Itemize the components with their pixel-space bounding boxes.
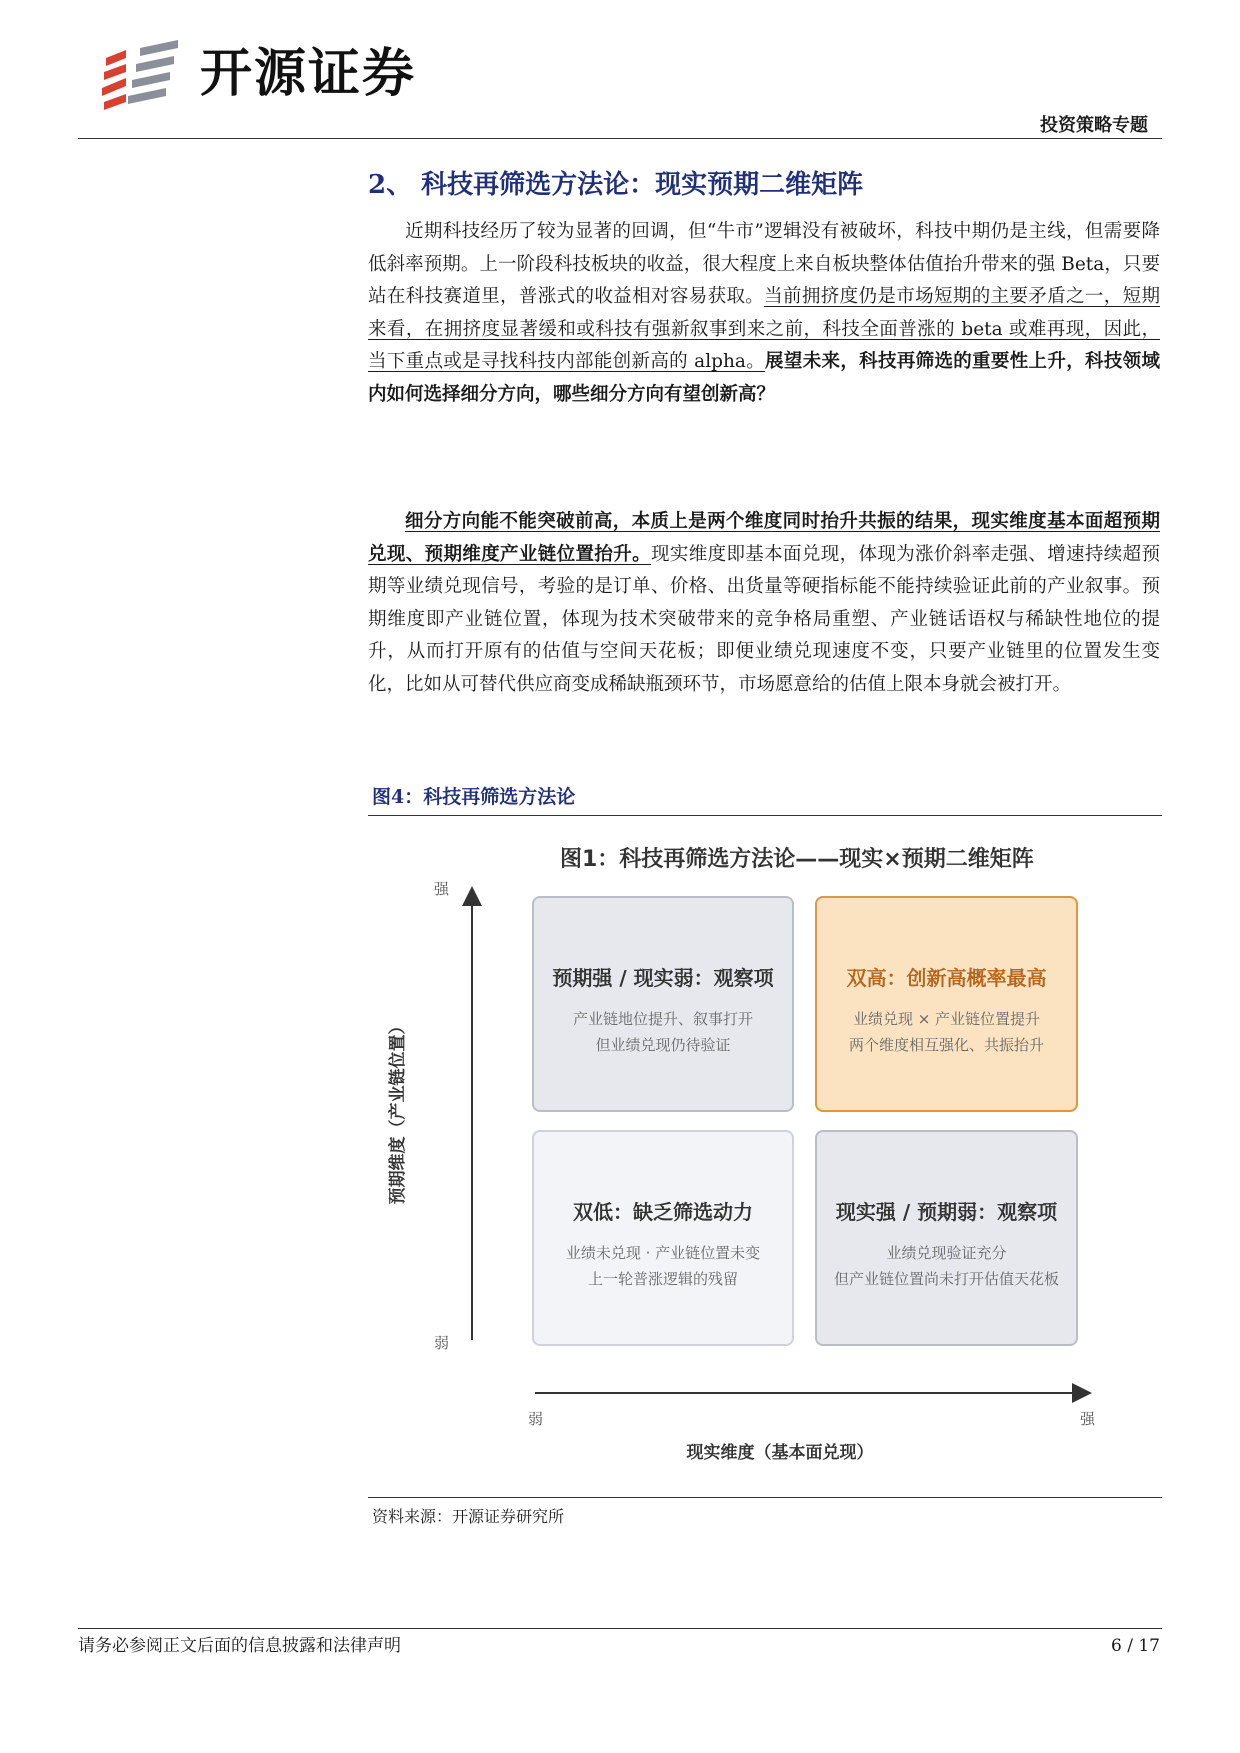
quadrant-desc <box>534 1240 792 1292</box>
page-number: 6 / 17 <box>1111 1636 1160 1656</box>
x-axis-high: 强 <box>1080 1410 1096 1428</box>
chart-title: 图1：科技再筛选方法论——现实×预期二维矩阵 <box>560 847 1034 872</box>
quadrant-title: 双高：创新高概率最高 <box>846 966 1047 990</box>
quadrant-top-right <box>815 896 1078 1112</box>
footer-divider <box>78 1628 1162 1629</box>
figure-source: 资料来源：开源证券研究所 <box>372 1507 565 1526</box>
quadrant-bottom-left <box>532 1130 794 1346</box>
paragraph-2-text: 现实维度即基本面兑现，体现为涨价斜率走强、增速持续超预期等业绩兑现信号，考验的是订单、价格、出货量等硬指标能不能持续验证此前的产业叙事。预期维度即产业链位置，体现为技术突破带来的竞争格局重塑、产业链话语权与稀缺性地位的提升，从而打开原有的估值与空间天花板；即便业绩兑现速度不变，只要产业链里的位置发生变化，比如从可替代供应商变成稀缺瓶颈环节，市场愿意给的估值上限本身就会被打开。 <box>368 543 1160 695</box>
paragraph-1-underlined: 当前拥挤度仍是市场短期的主要矛盾之一，短期来看，在拥挤度显著缓和或科技有强新叙事到来之前，科技全面普涨的 beta 或难再现，因此，当下重点或是寻找科技内部能创新高的 alpha。 <box>368 286 1160 372</box>
quadrant-desc-line: 两个维度相互强化、共振抬升 <box>848 1036 1044 1054</box>
quadrant-desc <box>534 1006 792 1058</box>
y-axis-low: 弱 <box>434 1334 450 1352</box>
quadrant-title: 双低：缺乏筛选动力 <box>573 1200 753 1224</box>
paragraph-1-bold: 展望未来，科技再筛选的重要性上升，科技领域内如何选择细分方向，哪些细分方向有望创新高？ <box>368 351 1160 405</box>
quadrant-desc-line: 业绩兑现 × 产业链位置提升 <box>852 1010 1041 1028</box>
figure-top-rule <box>368 815 1162 816</box>
footer-disclaimer: 请务必参阅正文后面的信息披露和法律声明 <box>78 1636 401 1656</box>
brand-logo-icon <box>100 38 200 110</box>
quadrant-bottom-right <box>815 1130 1078 1346</box>
quadrant-top-left <box>532 896 794 1112</box>
quadrant-title: 预期强 / 现实弱：观察项 <box>552 966 774 990</box>
x-axis-low: 弱 <box>528 1410 544 1428</box>
x-axis-label: 现实维度（基本面兑现） <box>686 1443 874 1463</box>
paragraph-2 <box>368 506 1160 701</box>
quadrant-desc-line: 上一轮普涨逻辑的残留 <box>587 1270 738 1288</box>
quadrant-desc-line: 业绩兑现验证充分 <box>886 1244 1007 1262</box>
paragraph-1-text: 近期科技经历了较为显著的回调，但“牛市”逻辑没有被破坏，科技中期仍是主线，但需要降低斜率预期。上一阶段科技板块的收益，很大程度上来自板块整体估值抬升带来的强 Beta，只要站在科技赛道里，普涨式的收益相对容易获取。 <box>368 221 1160 307</box>
report-type: 投资策略专题 <box>1040 115 1148 136</box>
quadrant-desc <box>817 1006 1076 1058</box>
paragraph-2-bold-underlined: 细分方向能不能突破前高，本质上是两个维度同时抬升共振的结果，现实维度基本面超预期兑现、预期维度产业链位置抬升。 <box>368 511 1160 565</box>
quadrant-title: 现实强 / 预期弱：观察项 <box>835 1200 1058 1224</box>
quadrant-desc-line: 但业绩兑现仍待验证 <box>595 1036 731 1054</box>
header-divider <box>78 138 1162 139</box>
quadrant-desc-line: 产业链地位提升、叙事打开 <box>572 1010 753 1028</box>
quadrant-desc-line: 但产业链位置尚未打开估值天花板 <box>833 1270 1059 1288</box>
y-axis-label: 预期维度（产业链位置） <box>388 1017 408 1205</box>
quadrant-desc-line: 业绩未兑现 · 产业链位置未变 <box>565 1244 761 1262</box>
figure-caption: 图4：科技再筛选方法论 <box>372 786 576 808</box>
figure-bottom-rule <box>368 1497 1162 1498</box>
y-axis-high: 强 <box>434 880 450 898</box>
section-title: 2、 科技再筛选方法论：现实预期二维矩阵 <box>368 170 864 200</box>
quadrant-desc <box>817 1240 1076 1292</box>
paragraph-1 <box>368 216 1160 411</box>
brand-name: 开源证券 <box>200 44 417 104</box>
